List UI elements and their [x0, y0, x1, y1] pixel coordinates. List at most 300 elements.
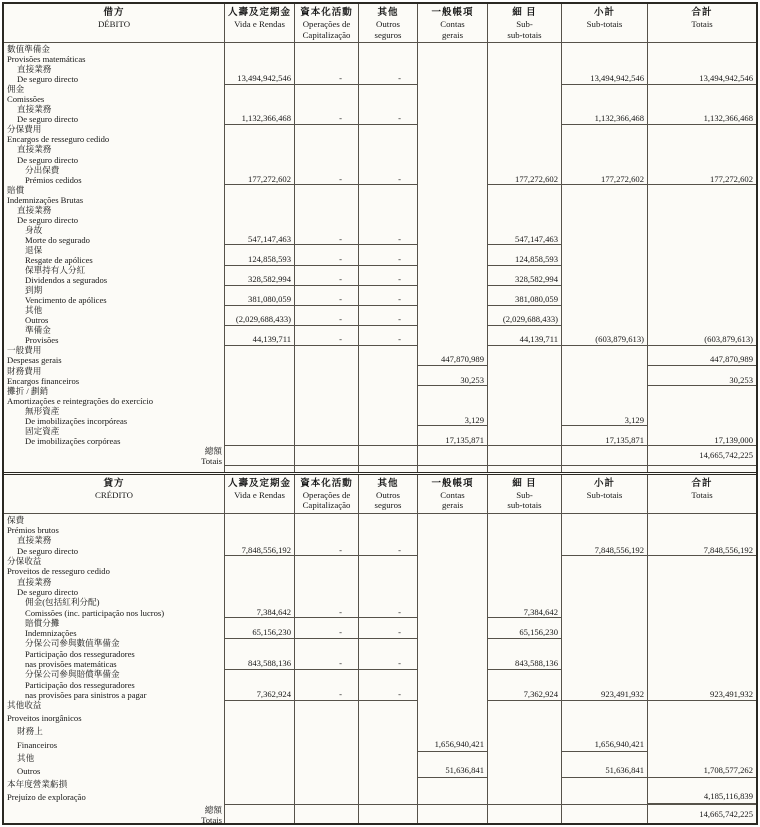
cell-sub-totais: 17,135,871: [561, 435, 647, 447]
cell-totais: 923,491,932: [647, 689, 756, 701]
cell-operacoes-capitalizacao: [294, 765, 358, 778]
table-row: [4, 555, 756, 565]
table-row: [4, 154, 756, 164]
cell-outros-seguros: [358, 791, 417, 804]
row-label: 退保: [25, 244, 43, 255]
table-row: [4, 405, 756, 415]
cell-totais: 447,870,989: [647, 354, 756, 366]
row-label: Indemnizações: [25, 628, 77, 639]
debit-title-pt: DÉBITO: [97, 19, 131, 29]
cell-totais: 177,272,602: [647, 174, 756, 186]
column-header-pt2: sub-totais: [507, 29, 542, 40]
cell-contas-gerais: [417, 804, 487, 825]
table-row: [4, 284, 756, 294]
cell-totais: [647, 752, 756, 765]
row-label: 直接業務: [17, 576, 52, 587]
cell-operacoes-capitalizacao: [294, 791, 358, 804]
cell-outros-seguros: -: [358, 658, 417, 670]
row-label: Prémios brutos: [7, 525, 59, 536]
column-header-pt2: gerais: [441, 500, 463, 511]
row-label: 直接業務: [17, 144, 52, 155]
cell-contas-gerais: 447,870,989: [417, 354, 487, 366]
column-header-pt2: seguros: [374, 29, 402, 40]
column-header-pt: Outros: [376, 19, 400, 29]
cell-vida-rendas: 547,147,463: [224, 234, 294, 246]
table-row: [4, 752, 756, 765]
credit-totals-row: [4, 804, 756, 825]
table-row: [4, 524, 756, 534]
cell-sub-totais: [561, 712, 647, 725]
table-row: [4, 415, 756, 425]
cell-contas-gerais: 30,253: [417, 375, 487, 387]
cell-contas-gerais: 51,636,841: [417, 765, 487, 778]
row-label: 攤折 / 劃銷: [7, 385, 49, 396]
table-row: [4, 607, 756, 617]
cell-totais: [647, 725, 756, 738]
cell-sub-sub-totais: [487, 739, 561, 752]
row-label: 其他: [25, 305, 43, 316]
cell-sub-sub-totais: 44,139,711: [487, 334, 561, 346]
column-header-cg: [417, 4, 487, 43]
table-row: [4, 425, 756, 435]
column-header-zh: 其他: [377, 478, 399, 489]
table-row: [4, 43, 756, 53]
table-row: [4, 791, 756, 804]
cell-contas-gerais: [417, 778, 487, 791]
cell-sub-sub-totais: [487, 752, 561, 765]
column-header-st: [561, 4, 647, 43]
cell-vida-rendas: [224, 712, 294, 725]
credit-title: [4, 475, 224, 514]
table-row: [4, 324, 756, 334]
cell-vida-rendas: 65,156,230: [224, 627, 294, 639]
column-header-os: [358, 4, 417, 43]
row-label: Provisões matemáticas: [7, 54, 86, 65]
row-label: 分出保費: [25, 164, 60, 175]
row-label: 佣金(包括紅利分配): [25, 597, 100, 608]
table-row: [4, 699, 756, 712]
spacer-cell: [417, 466, 487, 472]
cell-operacoes-capitalizacao: -: [294, 174, 358, 186]
totals-label-pt: Totais: [201, 455, 222, 466]
column-header-pt: Outros: [376, 489, 400, 500]
row-label: 佣金: [7, 84, 25, 95]
cell-vida-rendas: [224, 765, 294, 778]
column-header-os: [358, 475, 417, 514]
table-row: [4, 234, 756, 244]
cell-sub-totais: (603,879,613): [561, 334, 647, 346]
cell-totais: [647, 739, 756, 752]
cell-sub-sub-totais: 177,272,602: [487, 174, 561, 186]
cell-sub-sub-totais: 7,384,642: [487, 607, 561, 619]
cell-outros-seguros: [358, 804, 417, 825]
cell-totais: 4,185,116,839: [647, 791, 756, 804]
column-header-st: [561, 475, 647, 514]
table-row: [4, 314, 756, 324]
cell-sub-totais: [561, 725, 647, 738]
table-row: [4, 689, 756, 699]
table-row: [4, 725, 756, 738]
cell-outros-seguros: [358, 778, 417, 791]
cell-sub-totais: [561, 752, 647, 765]
row-label: 分保收益: [7, 556, 42, 567]
table-row: [4, 385, 756, 395]
column-header-zh: 人壽及定期金: [227, 8, 291, 18]
cell-sub-sub-totais: 547,147,463: [487, 234, 561, 246]
table-row: [4, 514, 756, 524]
cell-totais: 1,708,577,262: [647, 765, 756, 778]
table-row: [4, 739, 756, 752]
debit-title: [4, 4, 224, 43]
column-header-pt2: seguros: [374, 500, 402, 511]
cell-vida-rendas: 328,582,994: [224, 274, 294, 286]
row-label: Prémios cedidos: [25, 174, 82, 185]
table-row: [4, 637, 756, 647]
credit-title-zh: 貸方: [103, 478, 125, 489]
table-row: [4, 294, 756, 304]
table-row: [4, 274, 756, 284]
column-header-v: [224, 4, 294, 43]
table-row: [4, 617, 756, 627]
cell-sub-sub-totais: [487, 445, 561, 466]
row-label: 一般費用: [7, 345, 42, 356]
cell-contas-gerais: [417, 791, 487, 804]
cell-sub-totais: 177,272,602: [561, 174, 647, 186]
cell-sub-sub-totais: [487, 778, 561, 791]
row-label: Indemnizações Brutas: [7, 194, 84, 205]
row-label: Provisões: [25, 335, 59, 346]
cell-totais: 7,848,556,192: [647, 545, 756, 557]
row-label: Outros: [17, 765, 41, 776]
row-label: De seguro directo: [17, 214, 79, 225]
cell-outros-seguros: -: [358, 174, 417, 186]
table-row: [4, 435, 756, 445]
cell-vida-rendas: [224, 445, 294, 466]
column-header-zh: 合計: [691, 478, 713, 489]
table-row: [4, 93, 756, 103]
row-label: 財務費用: [7, 365, 42, 376]
spacer-cell: [358, 466, 417, 472]
cell-vida-rendas: 13,494,942,546: [224, 73, 294, 85]
table-row: [4, 174, 756, 184]
row-label: 身故: [25, 224, 43, 235]
row-label: Dividendos a segurados: [25, 275, 108, 286]
cell-totais: [647, 699, 756, 712]
column-header-zh: 小計: [593, 8, 615, 18]
cell-vida-rendas: [224, 739, 294, 752]
row-label: De seguro directo: [17, 114, 79, 125]
column-header-pt: Totais: [691, 19, 713, 29]
cell-outros-seguros: -: [358, 334, 417, 346]
row-label: Encargos financeiros: [7, 375, 80, 386]
column-header-pt: Vida e Rendas: [234, 19, 285, 29]
row-label: nas provisões para sinistros a pagar: [25, 689, 147, 700]
cell-sub-totais: [561, 699, 647, 712]
cell-sub-totais: 7,848,556,192: [561, 545, 647, 557]
table-row: [4, 254, 756, 264]
row-label: De seguro directo: [17, 154, 79, 165]
cell-sub-totais: [561, 791, 647, 804]
table-row: [4, 375, 756, 385]
row-label: 賠償: [7, 184, 25, 195]
table-row: [4, 534, 756, 544]
cell-totais: 14,665,742,225: [647, 445, 756, 466]
totals-label-zh: 總額: [204, 445, 222, 456]
table-row: [4, 194, 756, 204]
cell-outros-seguros: -: [358, 314, 417, 326]
table-row: [4, 596, 756, 606]
column-header-zh: 細 目: [512, 8, 537, 18]
table-row: [4, 304, 756, 314]
cell-vida-rendas: 381,080,059: [224, 294, 294, 306]
column-header-pt: Operações de: [302, 19, 351, 29]
table-row: [4, 354, 756, 364]
cell-vida-rendas: 7,384,642: [224, 607, 294, 619]
table-row: [4, 586, 756, 596]
cell-vida-rendas: 7,848,556,192: [224, 545, 294, 557]
cell-vida-rendas: [224, 699, 294, 712]
row-label: 固定資產: [25, 425, 60, 436]
cell-totais: 30,253: [647, 375, 756, 387]
row-label: 無形資產: [25, 405, 60, 416]
row-label: Morte do segurado: [25, 234, 90, 245]
cell-outros-seguros: -: [358, 73, 417, 85]
row-label: 其他: [17, 752, 35, 763]
table-row: [4, 113, 756, 123]
table-row: [4, 712, 756, 725]
column-header-ss: [487, 4, 561, 43]
cell-contas-gerais: [417, 712, 487, 725]
table-row: [4, 103, 756, 113]
cell-operacoes-capitalizacao: [294, 712, 358, 725]
cell-operacoes-capitalizacao: [294, 445, 358, 466]
column-header-pt: Sub-totais: [586, 19, 623, 29]
table-row: [4, 778, 756, 791]
column-header-pt: Sub-totais: [586, 489, 623, 500]
table-row: [4, 53, 756, 63]
credit-title-pt: CRÉDITO: [95, 489, 133, 500]
cell-operacoes-capitalizacao: -: [294, 658, 358, 670]
table-row: [4, 365, 756, 375]
cell-contas-gerais: 1,656,940,421: [417, 739, 487, 752]
row-label: Amortizações e reintegrações do exercício: [7, 395, 154, 406]
cell-vida-rendas: 1,132,366,468: [224, 113, 294, 125]
debit-title-zh: 借方: [103, 8, 125, 18]
table-row: [4, 648, 756, 658]
row-label: De seguro directo: [17, 545, 79, 556]
totals-label: [4, 445, 224, 466]
column-header-pt: Totais: [691, 489, 713, 500]
cell-operacoes-capitalizacao: -: [294, 294, 358, 306]
row-label: Proveitos de resseguro cedido: [7, 566, 110, 577]
column-header-oc: [294, 475, 358, 514]
cell-sub-totais: 51,636,841: [561, 765, 647, 778]
column-header-pt2: gerais: [441, 29, 463, 40]
cell-sub-totais: 923,491,932: [561, 689, 647, 701]
row-label: nas provisões matemáticas: [25, 659, 117, 670]
cell-sub-totais: 3,129: [561, 415, 647, 427]
cell-vida-rendas: [224, 725, 294, 738]
cell-contas-gerais: [417, 725, 487, 738]
table-row: [4, 668, 756, 678]
table-row: [4, 627, 756, 637]
section-bottom-spacer: [4, 466, 756, 472]
row-label: Vencimento de apólices: [25, 295, 107, 306]
cell-outros-seguros: -: [358, 689, 417, 701]
table-row: [4, 395, 756, 405]
row-label: Prejuízo de exploração: [7, 791, 86, 802]
table-row: [4, 679, 756, 689]
column-header-pt: Operações de: [302, 489, 351, 500]
cell-sub-sub-totais: [487, 804, 561, 825]
cell-sub-totais: [561, 778, 647, 791]
column-header-oc: [294, 4, 358, 43]
table-row: [4, 133, 756, 143]
row-label: De imobilizações corpóreas: [25, 435, 121, 446]
cell-contas-gerais: 3,129: [417, 415, 487, 427]
cell-operacoes-capitalizacao: [294, 699, 358, 712]
cell-sub-totais: 1,132,366,468: [561, 113, 647, 125]
spacer-cell: [4, 466, 224, 472]
column-header-pt: Sub-: [516, 19, 533, 29]
cell-sub-sub-totais: 65,156,230: [487, 627, 561, 639]
cell-operacoes-capitalizacao: -: [294, 274, 358, 286]
cell-sub-totais: [561, 804, 647, 825]
row-label: De seguro directo: [17, 586, 79, 597]
table-row: [4, 204, 756, 214]
cell-outros-seguros: [358, 445, 417, 466]
column-header-zh: 資本化活動: [300, 478, 353, 489]
row-label: Comissões: [7, 94, 45, 105]
column-header-pt: Sub-: [516, 489, 533, 500]
row-label: Resgate de apólices: [25, 254, 93, 265]
row-label: De seguro directo: [17, 74, 79, 85]
cell-contas-gerais: [417, 752, 487, 765]
cell-sub-sub-totais: [487, 712, 561, 725]
row-label: 賠償分攤: [25, 617, 60, 628]
cell-outros-seguros: -: [358, 254, 417, 266]
cell-totais: 17,139,000: [647, 435, 756, 447]
cell-totais: 1,132,366,468: [647, 113, 756, 125]
table-row: [4, 83, 756, 93]
cell-operacoes-capitalizacao: -: [294, 545, 358, 557]
cell-operacoes-capitalizacao: -: [294, 73, 358, 85]
table-row: [4, 224, 756, 234]
row-label: Despesas gerais: [7, 355, 62, 366]
column-header-pt2: Capitalização: [302, 29, 351, 40]
cell-sub-sub-totais: 328,582,994: [487, 274, 561, 286]
cell-totais: (603,879,613): [647, 334, 756, 346]
column-header-pt2: sub-totais: [507, 500, 542, 511]
spacer-cell: [561, 466, 647, 472]
row-label: De imobilizações incorpóreas: [25, 415, 128, 426]
cell-operacoes-capitalizacao: [294, 752, 358, 765]
table-row: [4, 576, 756, 586]
debit-totals-row: [4, 445, 756, 466]
cell-operacoes-capitalizacao: -: [294, 314, 358, 326]
column-header-zh: 合計: [691, 8, 713, 18]
cell-vida-rendas: 177,272,602: [224, 174, 294, 186]
totals-label-pt: Totais: [201, 814, 222, 825]
row-label: Outros: [25, 315, 49, 326]
cell-sub-sub-totais: 843,588,136: [487, 658, 561, 670]
cell-operacoes-capitalizacao: -: [294, 113, 358, 125]
column-header-zh: 其他: [377, 8, 399, 18]
cell-totais: [647, 778, 756, 791]
credit-header-row: [4, 475, 756, 514]
cell-outros-seguros: -: [358, 607, 417, 619]
table-row: [4, 143, 756, 153]
spacer-cell: [647, 466, 756, 472]
cell-sub-totais: 1,656,940,421: [561, 739, 647, 752]
table-row: [4, 63, 756, 73]
cell-vida-rendas: [224, 791, 294, 804]
spacer-cell: [487, 466, 561, 472]
column-header-pt: Contas: [440, 19, 465, 29]
cell-operacoes-capitalizacao: [294, 725, 358, 738]
cell-outros-seguros: [358, 712, 417, 725]
table-row: [4, 545, 756, 555]
column-header-pt: Vida e Rendas: [234, 489, 285, 500]
cell-operacoes-capitalizacao: -: [294, 254, 358, 266]
scanned-financial-statement: [2, 2, 758, 825]
column-header-zh: 人壽及定期金: [227, 478, 291, 489]
cell-sub-sub-totais: [487, 765, 561, 778]
cell-outros-seguros: -: [358, 274, 417, 286]
cell-vida-rendas: [224, 804, 294, 825]
column-header-zh: 小計: [593, 478, 615, 489]
column-header-zh: 一般帳項: [431, 478, 474, 489]
cell-outros-seguros: -: [358, 234, 417, 246]
cell-operacoes-capitalizacao: -: [294, 234, 358, 246]
column-header-zh: 一般帳項: [431, 8, 474, 18]
cell-vida-rendas: [224, 752, 294, 765]
cell-totais: 13,494,942,546: [647, 73, 756, 85]
column-header-t: [647, 4, 756, 43]
column-header-pt: Contas: [440, 489, 465, 500]
spacer-cell: [294, 466, 358, 472]
table-row: [4, 244, 756, 254]
cell-totais: 14,665,742,225: [647, 804, 756, 825]
table-row: [4, 123, 756, 133]
table-row: [4, 658, 756, 668]
row-label: 直接業務: [17, 204, 52, 215]
cell-outros-seguros: [358, 752, 417, 765]
row-label: 數值準備金: [7, 44, 50, 54]
cell-vida-rendas: (2,029,688,433): [224, 314, 294, 326]
cell-contas-gerais: [417, 699, 487, 712]
cell-operacoes-capitalizacao: [294, 804, 358, 825]
row-label: Proveitos inorgânicos: [7, 713, 82, 724]
cell-vida-rendas: 843,588,136: [224, 658, 294, 670]
cell-operacoes-capitalizacao: -: [294, 607, 358, 619]
table-row: [4, 344, 756, 354]
cell-outros-seguros: -: [358, 294, 417, 306]
row-label: 保費: [7, 514, 25, 525]
cell-sub-totais: [561, 445, 647, 466]
row-label: Participação dos resseguradores: [25, 648, 135, 659]
cell-outros-seguros: -: [358, 545, 417, 557]
cell-sub-sub-totais: [487, 699, 561, 712]
totals-label-zh: 總額: [204, 804, 222, 815]
cell-operacoes-capitalizacao: [294, 739, 358, 752]
column-header-zh: 資本化活動: [300, 8, 353, 18]
cell-sub-totais: 13,494,942,546: [561, 73, 647, 85]
cell-vida-rendas: 7,362,924: [224, 689, 294, 701]
cell-sub-sub-totais: 124,858,593: [487, 254, 561, 266]
totals-label: [4, 804, 224, 825]
credit-section: [4, 475, 756, 825]
